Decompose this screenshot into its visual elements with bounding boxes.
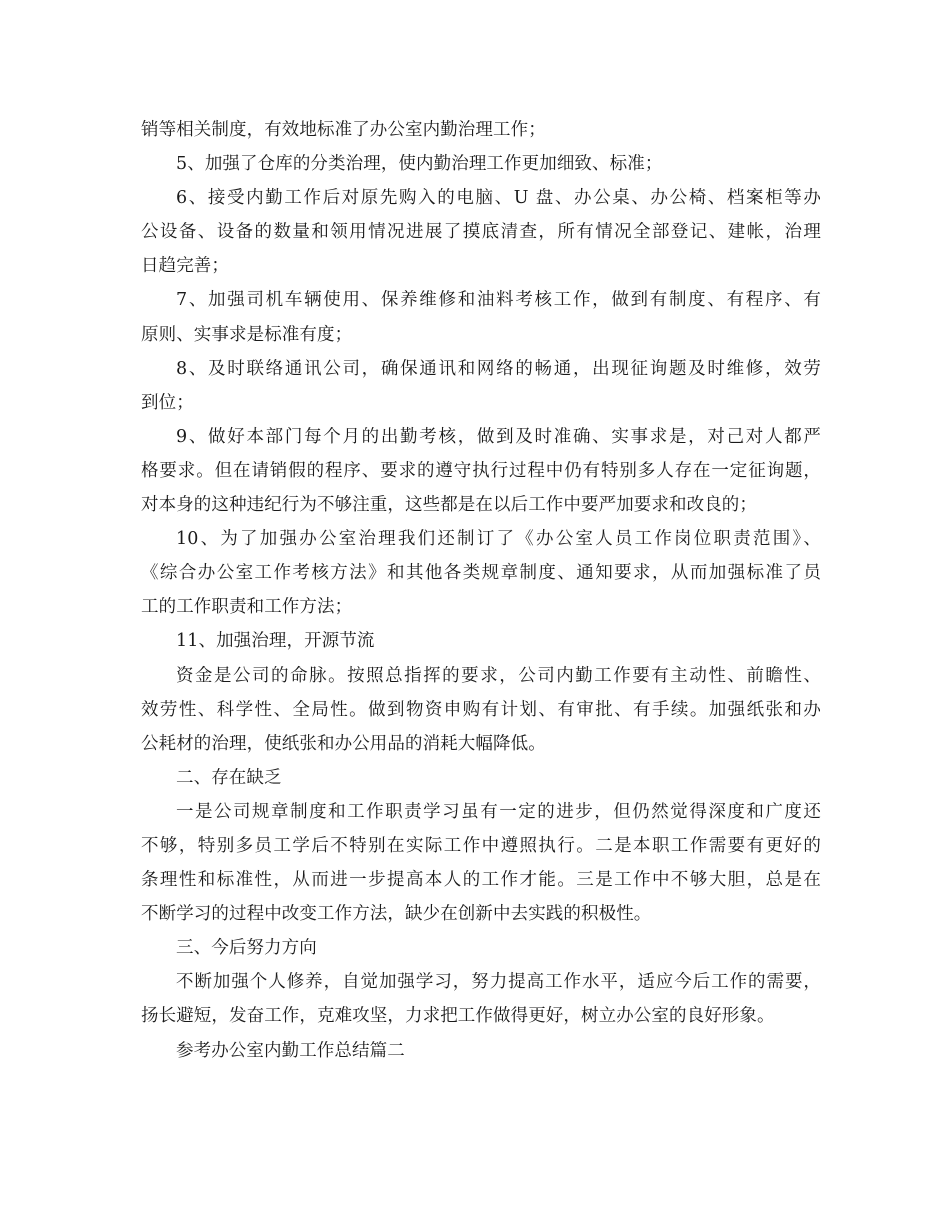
paragraph-line: 销等相关制度，有效地标准了办公室内勤治理工作； [141,120,546,140]
paragraph-line: 对本身的这种违纪行为不够注重，这些都是在以后工作中要严加要求和改良的； [141,495,757,516]
paragraph-line: 7、加强司机车辆使用、保养维修和油料考核工作，做到有制度、有程序、有 [176,290,821,311]
paragraph-line: 三、今后努力方向 [176,938,317,959]
paragraph-line: 参考办公室内勤工作总结篇二 [176,1040,405,1061]
paragraph-line: 6、接受内勤工作后对原先购入的电脑、U 盘、办公桌、办公椅、档案柜等办 [176,188,821,209]
paragraph-line: 8、及时联络通讯公司，确保通讯和网络的畅通，出现征询题及时维修，效劳 [176,358,821,379]
paragraph-line: 工的工作职责和工作方法； [141,597,353,618]
paragraph-line: 条理性和标准性，从而进一步提高本人的工作才能。三是工作中不够大胆，总是在 [141,870,821,891]
paragraph-line: 原则、实事求是标准有度； [141,324,353,345]
document-body [141,113,821,1068]
paragraph-line: 11、加强治理，开源节流 [176,631,375,652]
paragraph-line: 效劳性、科学性、全局性。做到物资申购有计划、有审批、有手续。加强纸张和办 [141,699,821,720]
paragraph-line: 日趋完善； [141,256,229,277]
paragraph-line: 不够，特别多员工学后不特别在实际工作中遵照执行。二是本职工作需要有更好的 [141,835,821,856]
paragraph-line: 10、为了加强办公室治理我们还制订了《办公室人员工作岗位职责范围》、 [176,529,821,550]
paragraph-line: 9、做好本部门每个月的出勤考核，做到及时准确、实事求是，对己对人都严 [176,426,821,447]
paragraph-line: 不断学习的过程中改变工作方法，缺少在创新中去实践的积极性。 [141,904,652,925]
paragraph-line: 《综合办公室工作考核方法》和其他各类规章制度、通知要求，从而加强标准了员 [141,563,821,584]
paragraph-line: 二、存在缺乏 [176,767,282,788]
paragraph-line: 公设备、设备的数量和领用情况进展了摸底清查，所有情况全部登记、建帐，治理 [141,222,821,243]
paragraph-line: 到位； [141,392,194,413]
paragraph-line: 5、加强了仓库的分类治理，使内勤治理工作更加细致、标准； [176,154,663,175]
paragraph-line: 扬长避短，发奋工作，克难攻坚，力求把工作做得更好，树立办公室的良好形象。 [141,1006,775,1027]
paragraph-line: 资金是公司的命脉。按照总指挥的要求，公司内勤工作要有主动性、前瞻性、 [176,665,821,686]
paragraph-line: 公耗材的治理，使纸张和办公用品的消耗大幅降低。 [141,733,546,754]
paragraph-line: 一是公司规章制度和工作职责学习虽有一定的进步，但仍然觉得深度和广度还 [176,801,821,822]
paragraph-line: 不断加强个人修养，自觉加强学习，努力提高工作水平，适应今后工作的需要， [176,972,821,993]
paragraph-line: 格要求。但在请销假的程序、要求的遵守执行过程中仍有特别多人存在一定征询题， [141,460,821,481]
